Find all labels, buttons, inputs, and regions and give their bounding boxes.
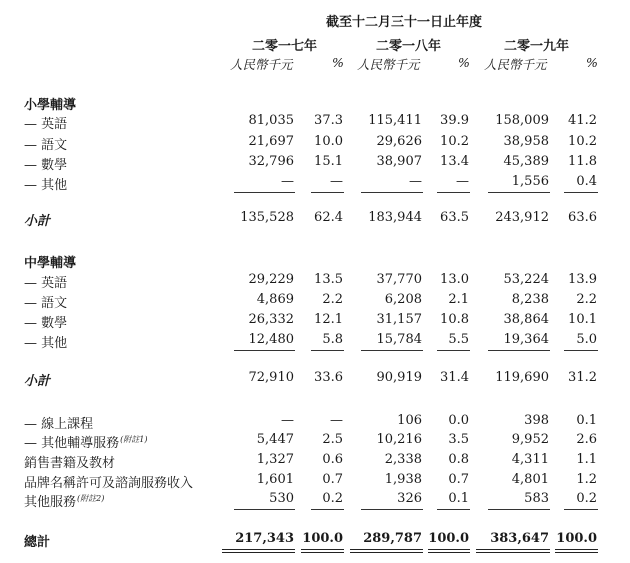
cell-pct-2018: 10.8 bbox=[440, 312, 469, 327]
cell-amount-2017: 81,035 bbox=[248, 113, 294, 128]
cell-pct-2018: 0.1 bbox=[448, 491, 469, 506]
cell-amount-2018: 31,157 bbox=[376, 312, 422, 327]
cell-amount-2017: 135,528 bbox=[240, 210, 294, 225]
table-row bbox=[0, 432, 630, 452]
currency-header-2019: 人民幣千元 bbox=[484, 57, 547, 72]
row-label: 小計 bbox=[24, 214, 51, 229]
percent-header-2019: % bbox=[586, 55, 598, 70]
table-row bbox=[0, 332, 630, 352]
double-rule bbox=[428, 552, 470, 553]
cell-pct-2019: 1.1 bbox=[576, 452, 597, 467]
cell-amount-2019: 398 bbox=[524, 413, 549, 428]
cell-amount-2018: 2,338 bbox=[384, 452, 422, 467]
cell-pct-2017: 62.4 bbox=[314, 210, 343, 225]
cell-amount-2019: 19,364 bbox=[503, 332, 549, 347]
row-label: — 數學 bbox=[24, 158, 68, 173]
cell-pct-2019: 2.2 bbox=[576, 292, 597, 307]
cell-amount-2018: 183,944 bbox=[368, 210, 422, 225]
cell-pct-2019: 11.8 bbox=[568, 154, 597, 169]
cell-amount-2017: 26,332 bbox=[248, 312, 294, 327]
cell-amount-2018: 6,208 bbox=[384, 292, 422, 307]
cell-pct-2017: 5.8 bbox=[322, 332, 343, 347]
double-rule bbox=[301, 552, 344, 553]
table-row bbox=[0, 472, 630, 492]
cell-pct-2019: 0.1 bbox=[576, 413, 597, 428]
cell-amount-2017: — bbox=[281, 413, 294, 428]
table-row bbox=[0, 413, 630, 433]
cell-pct-2017: 15.1 bbox=[314, 154, 343, 169]
row-label: — 數學 bbox=[24, 316, 68, 331]
cell-pct-2019: 0.2 bbox=[576, 491, 597, 506]
double-rule bbox=[476, 549, 550, 550]
row-label: 銷售書籍及教材 bbox=[24, 456, 116, 471]
cell-pct-2017: 0.2 bbox=[322, 491, 343, 506]
rule bbox=[234, 350, 295, 351]
cell-pct-2019: 5.0 bbox=[576, 332, 597, 347]
cell-pct-2017: 13.5 bbox=[314, 272, 343, 287]
row-label: 其他服務$^{(附註2)}$ bbox=[24, 494, 105, 510]
row-label: 小計 bbox=[24, 374, 51, 389]
cell-amount-2019: 1,556 bbox=[511, 174, 549, 189]
cell-amount-2019: 383,647 bbox=[490, 531, 549, 546]
cell-amount-2018: 10,216 bbox=[376, 432, 422, 447]
cell-amount-2018: 289,787 bbox=[363, 531, 422, 546]
rule bbox=[311, 509, 344, 510]
footnote-ref: (附註2) bbox=[77, 494, 105, 503]
row-label: — 語文 bbox=[24, 138, 68, 153]
cell-amount-2018: — bbox=[409, 174, 422, 189]
total-row bbox=[0, 531, 630, 551]
cell-pct-2017: 10.0 bbox=[314, 134, 343, 149]
cell-pct-2017: 33.6 bbox=[314, 370, 343, 385]
cell-amount-2019: 53,224 bbox=[503, 272, 549, 287]
year-2018-header: 二零一八年 bbox=[376, 39, 442, 54]
rule bbox=[437, 192, 470, 193]
cell-pct-2019: 100.0 bbox=[556, 531, 597, 546]
table-row bbox=[0, 452, 630, 472]
cell-amount-2018: 326 bbox=[397, 491, 422, 506]
cell-pct-2018: 100.0 bbox=[428, 531, 469, 546]
cell-pct-2019: 13.9 bbox=[568, 272, 597, 287]
cell-amount-2017: — bbox=[281, 174, 294, 189]
cell-amount-2019: 38,958 bbox=[503, 134, 549, 149]
row-label: — 線上課程 bbox=[24, 417, 94, 432]
cell-amount-2018: 90,919 bbox=[376, 370, 422, 385]
double-rule bbox=[476, 552, 550, 553]
cell-amount-2017: 29,229 bbox=[248, 272, 294, 287]
row-label: — 其他 bbox=[24, 336, 68, 351]
subtotal-row-secondary bbox=[0, 370, 630, 390]
cell-amount-2017: 530 bbox=[269, 491, 294, 506]
cell-amount-2019: 38,864 bbox=[503, 312, 549, 327]
cell-pct-2018: 31.4 bbox=[440, 370, 469, 385]
rule bbox=[564, 350, 598, 351]
double-rule bbox=[301, 549, 344, 550]
cell-amount-2019: 158,009 bbox=[495, 113, 549, 128]
cell-pct-2019: 63.6 bbox=[568, 210, 597, 225]
cell-pct-2017: 0.7 bbox=[322, 472, 343, 487]
percent-header-2018: % bbox=[458, 55, 470, 70]
cell-amount-2018: 37,770 bbox=[376, 272, 422, 287]
rule bbox=[564, 192, 598, 193]
cell-amount-2019: 8,238 bbox=[511, 292, 549, 307]
footnote-ref: (附註1) bbox=[120, 435, 148, 444]
cell-pct-2017: — bbox=[330, 413, 343, 428]
rule bbox=[361, 192, 423, 193]
cell-amount-2017: 32,796 bbox=[248, 154, 294, 169]
cell-amount-2019: 243,912 bbox=[495, 210, 549, 225]
subtotal-row-primary bbox=[0, 210, 630, 230]
rule bbox=[311, 192, 344, 193]
row-label: — 其他 bbox=[24, 178, 68, 193]
double-rule bbox=[555, 552, 598, 553]
double-rule bbox=[350, 552, 423, 553]
double-rule bbox=[350, 549, 423, 550]
cell-pct-2018: 2.1 bbox=[448, 292, 469, 307]
cell-amount-2019: 4,311 bbox=[511, 452, 549, 467]
rule bbox=[437, 509, 470, 510]
cell-pct-2019: 31.2 bbox=[568, 370, 597, 385]
double-rule bbox=[428, 549, 470, 550]
table-row bbox=[0, 491, 630, 511]
rule bbox=[234, 509, 295, 510]
rule bbox=[488, 192, 550, 193]
rule bbox=[564, 509, 598, 510]
double-rule bbox=[555, 549, 598, 550]
cell-amount-2019: 9,952 bbox=[511, 432, 549, 447]
cell-pct-2017: 37.3 bbox=[314, 113, 343, 128]
cell-amount-2017: 1,601 bbox=[256, 472, 294, 487]
cell-pct-2019: 0.4 bbox=[576, 174, 597, 189]
cell-pct-2017: 2.5 bbox=[322, 432, 343, 447]
cell-amount-2018: 38,907 bbox=[376, 154, 422, 169]
cell-amount-2017: 4,869 bbox=[256, 292, 294, 307]
table-row bbox=[0, 272, 630, 292]
cell-pct-2018: — bbox=[456, 174, 469, 189]
cell-pct-2018: 3.5 bbox=[448, 432, 469, 447]
cell-pct-2018: 10.2 bbox=[440, 134, 469, 149]
cell-pct-2019: 10.2 bbox=[568, 134, 597, 149]
cell-pct-2017: 0.6 bbox=[322, 452, 343, 467]
cell-amount-2017: 12,480 bbox=[248, 332, 294, 347]
cell-amount-2017: 72,910 bbox=[248, 370, 294, 385]
percent-header-2017: % bbox=[332, 55, 344, 70]
cell-pct-2019: 1.2 bbox=[576, 472, 597, 487]
section-label: 中學輔導 bbox=[24, 256, 77, 271]
table-row bbox=[0, 292, 630, 312]
cell-amount-2017: 21,697 bbox=[248, 134, 294, 149]
cell-amount-2017: 217,343 bbox=[235, 531, 294, 546]
cell-pct-2018: 5.5 bbox=[448, 332, 469, 347]
currency-header-2017: 人民幣千元 bbox=[230, 57, 293, 72]
cell-pct-2018: 0.8 bbox=[448, 452, 469, 467]
table-row bbox=[0, 134, 630, 154]
rule bbox=[488, 509, 550, 510]
cell-pct-2019: 41.2 bbox=[568, 113, 597, 128]
cell-pct-2019: 10.1 bbox=[568, 312, 597, 327]
rule bbox=[437, 350, 470, 351]
rule bbox=[361, 350, 423, 351]
rule bbox=[234, 192, 295, 193]
table-row bbox=[0, 312, 630, 332]
cell-pct-2018: 0.7 bbox=[448, 472, 469, 487]
section-title-primary bbox=[0, 94, 630, 114]
cell-pct-2018: 13.4 bbox=[440, 154, 469, 169]
cell-pct-2019: 2.6 bbox=[576, 432, 597, 447]
year-2017-header: 二零一七年 bbox=[252, 39, 318, 54]
cell-pct-2018: 13.0 bbox=[440, 272, 469, 287]
cell-amount-2018: 29,626 bbox=[376, 134, 422, 149]
double-rule bbox=[222, 549, 295, 550]
cell-amount-2018: 1,938 bbox=[384, 472, 422, 487]
table-row bbox=[0, 154, 630, 174]
table-row bbox=[0, 113, 630, 133]
cell-pct-2017: 12.1 bbox=[314, 312, 343, 327]
cell-pct-2018: 39.9 bbox=[440, 113, 469, 128]
year-2019-header: 二零一九年 bbox=[504, 39, 570, 54]
cell-pct-2018: 0.0 bbox=[448, 413, 469, 428]
currency-header-2018: 人民幣千元 bbox=[357, 57, 420, 72]
row-label: — 英語 bbox=[24, 117, 68, 132]
row-label: — 其他輔導服務$^{(附註1)}$ bbox=[24, 435, 148, 451]
cell-pct-2018: 63.5 bbox=[440, 210, 469, 225]
cell-amount-2019: 45,389 bbox=[503, 154, 549, 169]
rule bbox=[311, 350, 344, 351]
cell-pct-2017: — bbox=[330, 174, 343, 189]
row-label: 品牌名稱許可及諮詢服務收入 bbox=[24, 476, 194, 491]
section-label: 小學輔導 bbox=[24, 98, 77, 113]
table-row bbox=[0, 174, 630, 194]
row-label: — 英語 bbox=[24, 276, 68, 291]
cell-amount-2017: 1,327 bbox=[256, 452, 294, 467]
cell-amount-2019: 119,690 bbox=[495, 370, 549, 385]
cell-amount-2018: 115,411 bbox=[368, 113, 422, 128]
section-title-secondary bbox=[0, 252, 630, 272]
cell-pct-2017: 100.0 bbox=[302, 531, 343, 546]
period-header: 截至十二月三十一日止年度 bbox=[326, 15, 483, 30]
cell-pct-2017: 2.2 bbox=[322, 292, 343, 307]
row-label: 總計 bbox=[24, 535, 51, 550]
cell-amount-2018: 106 bbox=[397, 413, 422, 428]
row-label: — 語文 bbox=[24, 296, 68, 311]
cell-amount-2019: 583 bbox=[524, 491, 549, 506]
cell-amount-2017: 5,447 bbox=[256, 432, 294, 447]
rule bbox=[361, 509, 423, 510]
cell-amount-2018: 15,784 bbox=[376, 332, 422, 347]
cell-amount-2019: 4,801 bbox=[511, 472, 549, 487]
rule bbox=[488, 350, 550, 351]
double-rule bbox=[222, 552, 295, 553]
